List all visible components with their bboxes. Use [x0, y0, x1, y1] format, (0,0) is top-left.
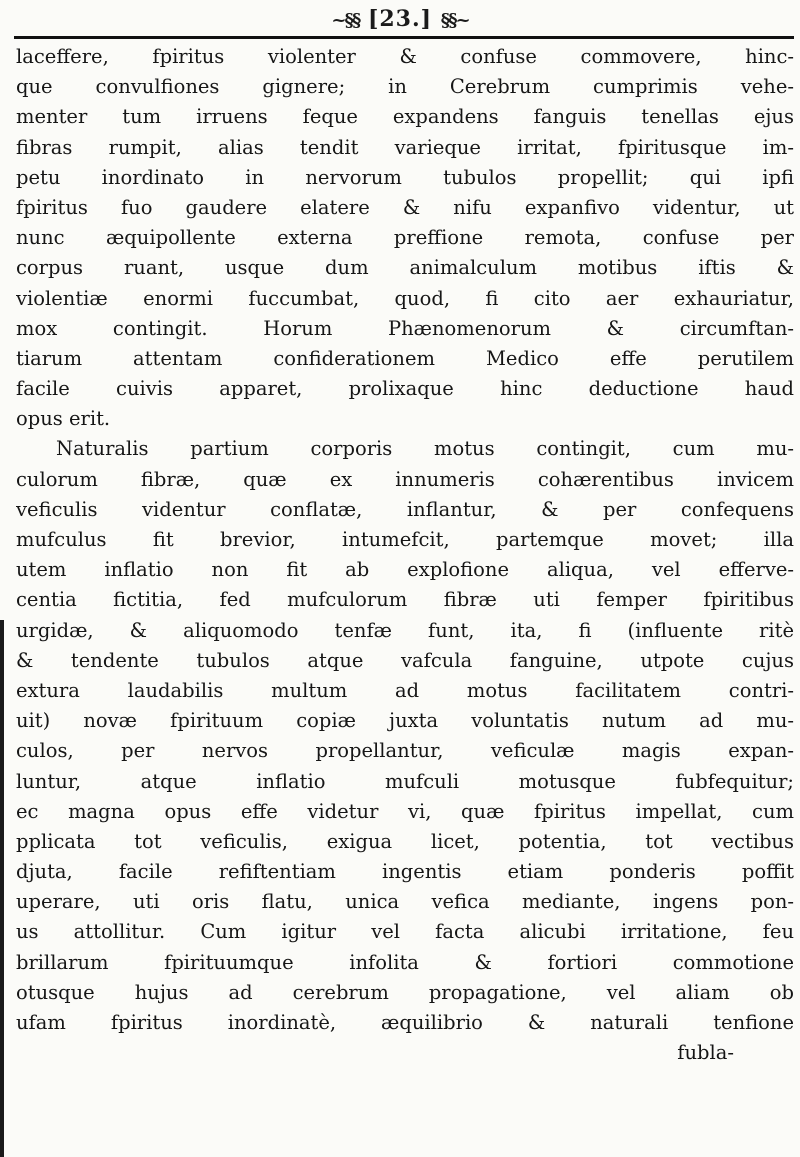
text-line: violentiæ enormi fuccumbat, quod, fi cito aer exhauriatur, [16, 286, 794, 310]
text-line: centia fictitia, fed mufculorum fibræ uti femper fpiritibus [16, 588, 794, 612]
text-line: urgidæ, & aliquomodo tenfæ funt, ita, fi (influente ritè [16, 618, 794, 642]
text-line: tiarum attentam confiderationem Medico effe perutilem [16, 346, 794, 370]
text-line: uperare, uti oris flatu, unica vefica mediante, ingens pon- [16, 890, 794, 914]
text-line: culos, per nervos propellantur, veficulæ magis expan- [16, 739, 794, 763]
page-header [0, 6, 800, 34]
text-line: otusque hujus ad cerebrum propagatione, vel aliam ob [16, 980, 794, 1004]
text-line: facile cuivis apparet, prolixaque hinc deductione haud [16, 377, 794, 401]
text-line: brillarum fpirituumque infolita & fortiori commotione [16, 950, 794, 974]
text-line: que convulfiones gignere; in Cerebrum cumprimis vehe- [16, 75, 794, 99]
text-line: petu inordinato in nervorum tubulos propellit; qui ipfi [16, 165, 794, 189]
text-line: ufam fpiritus inordinatè, æquilibrio & naturali tenfione [16, 1011, 794, 1034]
page-edge-shadow [0, 620, 4, 1157]
text-line: mox contingit. Horum Phænomenorum & circumftan- [16, 316, 794, 340]
text-line: opus erit. [16, 407, 111, 431]
text-line: fpiritus fuo gaudere elatere & nifu expanfivo videntur, ut [16, 195, 794, 219]
text-line: & tendente tubulos atque vafcula fanguine, utpote cujus [16, 648, 794, 672]
header-ornament-right: §§~ [440, 10, 469, 31]
text-line: fibras rumpit, alias tendit varieque irritat, fpiritusque im- [16, 135, 794, 159]
text-line: nunc æquipollente externa preffione remota, confuse per [16, 226, 794, 250]
body-text [16, 42, 794, 1068]
header-ornament-left: ~§§ [331, 10, 360, 31]
text-line: culorum fibræ, quæ ex innumeris cohærentibus invicem [16, 467, 794, 491]
text-line: corpus ruant, usque dum animalculum motibus iftis & [16, 256, 794, 280]
text-line: mufculus fit brevior, intumefcit, partemque movet; illa [16, 528, 794, 551]
text-line: Naturalis partium corporis motus contingit, cum mu- [56, 437, 794, 461]
text-line: laceffere, fpiritus violenter & confuse commovere, hinc- [16, 45, 794, 68]
text-line: menter tum irruens feque expandens fanguis tenellas ejus [16, 105, 794, 129]
text-line: us attollitur. Cum igitur vel facta alicubi irritatione, feu [16, 920, 794, 944]
text-line: veficulis videntur conflatæ, inflantur, & per confequens [16, 497, 794, 521]
text-line: utem inflatio non fit ab explofione aliqua, vel efferve- [16, 558, 794, 582]
catchword: fubla- [677, 1041, 734, 1065]
page-number: [23.] [367, 6, 433, 32]
text-line: ec magna opus effe videtur vi, quæ fpiritus impellat, cum [16, 799, 794, 823]
text-line: luntur, atque inflatio mufculi motusque fubfequitur; [16, 769, 794, 793]
text-line: extura laudabilis multum ad motus facilitatem contri- [16, 678, 794, 702]
text-line: uit) novæ fpirituum copiæ juxta voluntatis nutum ad mu- [16, 709, 794, 733]
text-line: pplicata tot veficulis, exigua licet, potentia, tot vectibus [16, 829, 794, 853]
text-line: djuta, facile refiftentiam ingentis etiam ponderis poffit [16, 860, 794, 884]
header-rule [14, 36, 794, 39]
